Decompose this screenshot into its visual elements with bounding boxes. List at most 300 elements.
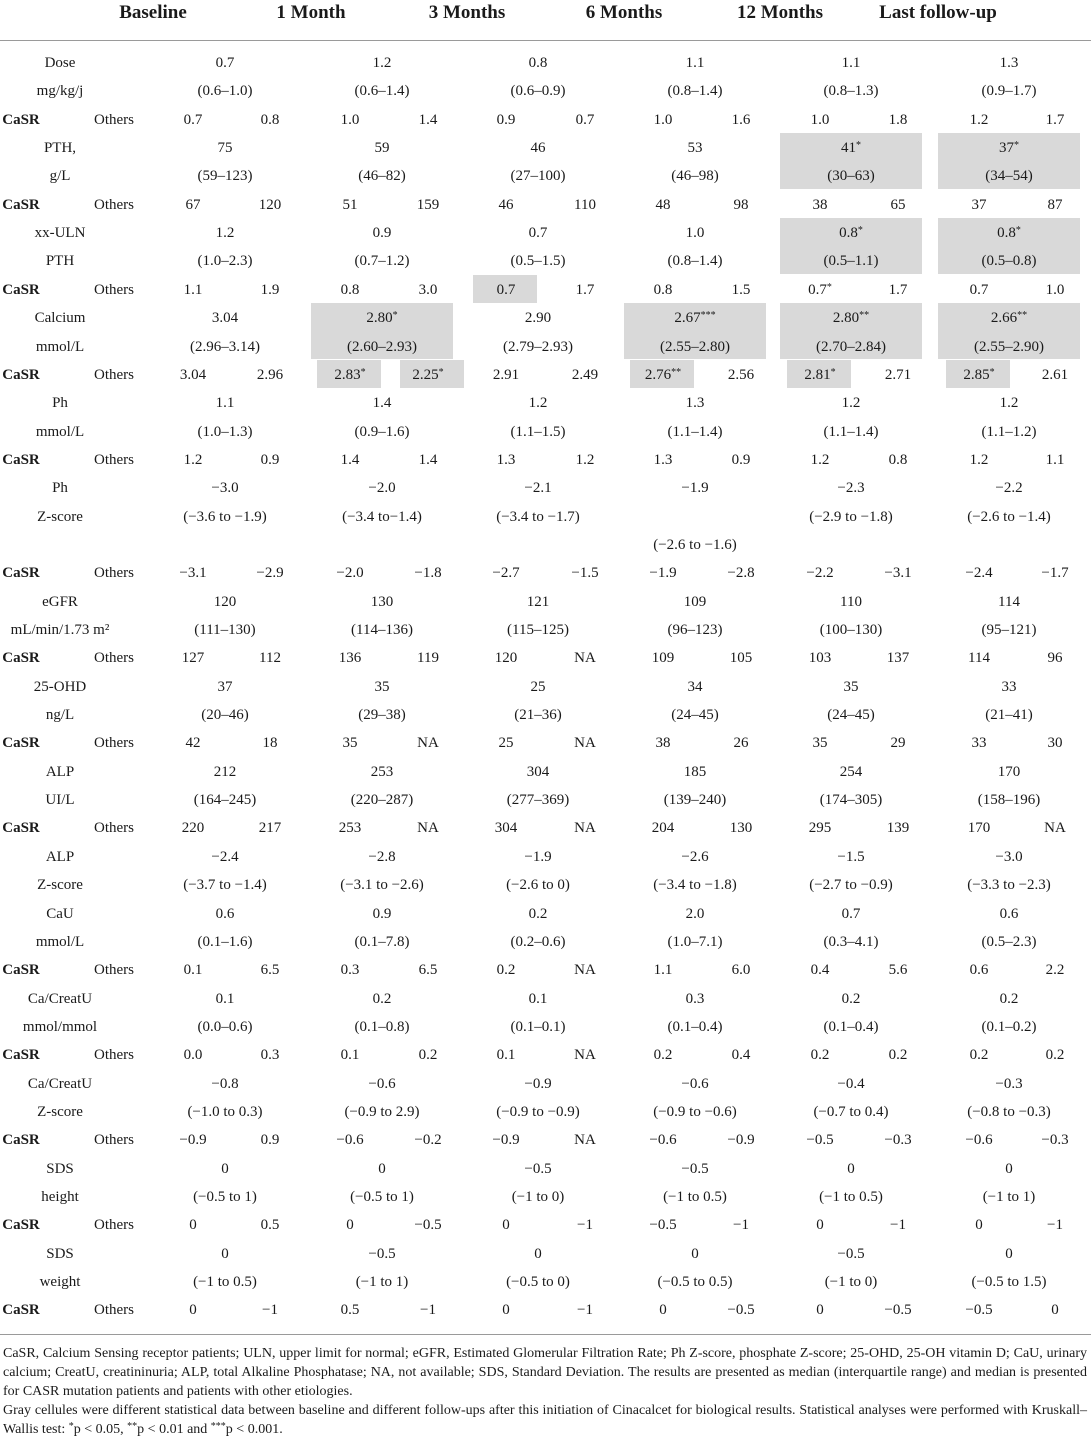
- cell-value-others: −1.7: [1041, 565, 1069, 582]
- cell-value: (24–45): [827, 707, 875, 724]
- cell-value-others: 0.2: [888, 1047, 908, 1064]
- cell-value: 2.67***: [674, 310, 716, 327]
- cell-value-casr: 1.3: [496, 451, 516, 468]
- cell-value-others: 5.6: [888, 962, 908, 979]
- cell-value: (1.0–1.3): [197, 423, 253, 440]
- cell-value: (95–121): [981, 622, 1037, 638]
- cell-value: 0: [221, 1245, 229, 1262]
- cell-value: 254: [839, 763, 863, 780]
- cell-value-casr: 0.2: [810, 1047, 830, 1064]
- group-label-casr: CaSR: [2, 962, 40, 979]
- cell-value-casr: 0: [502, 1217, 510, 1234]
- cell-value: 0: [1005, 1160, 1013, 1177]
- group-label-others: Others: [94, 281, 134, 298]
- cell-value-casr: 304: [494, 820, 518, 837]
- cell-value-others: 1.2: [575, 451, 595, 468]
- cell-value-casr: 1.0: [810, 111, 830, 128]
- cell-value-casr: 170: [967, 820, 991, 837]
- cell-value: (277–369): [506, 792, 570, 809]
- cell-value-others: 1.9: [260, 281, 280, 298]
- cell-value: (−0.5 to 1.5): [971, 1274, 1047, 1291]
- cell-value: −0.9: [524, 1075, 552, 1092]
- cell-value-casr: 38: [812, 196, 828, 213]
- cell-value-others: 0: [1051, 1302, 1059, 1319]
- cell-value: (−0.9 to 2.9): [344, 1103, 420, 1120]
- cell-value-casr: 0: [816, 1217, 824, 1234]
- cell-value: (−3.3 to −2.3): [967, 877, 1051, 894]
- cell-value-others: −1.8: [414, 565, 442, 582]
- cell-value-others: 105: [729, 650, 753, 667]
- cell-value-casr: 0.7: [183, 111, 203, 128]
- cell-value: 1.2: [841, 395, 861, 412]
- cell-value-others: −1: [1047, 1217, 1063, 1234]
- cell-value: 34: [687, 678, 703, 695]
- cell-value: 1.1: [841, 55, 861, 71]
- cell-value: 120: [213, 593, 237, 610]
- cell-value-casr: 1.3: [653, 451, 673, 468]
- cell-value: 0.8: [528, 55, 548, 71]
- cell-value-others: −1: [577, 1217, 593, 1234]
- cell-value-casr: 35: [342, 735, 358, 752]
- cell-value-others: 2.49: [571, 366, 599, 383]
- cell-value-others: 0.2: [418, 1047, 438, 1064]
- row-label: mmol/L: [35, 933, 85, 950]
- cell-value-others: 2.71: [884, 366, 912, 383]
- cell-value-others: −1: [262, 1302, 278, 1319]
- cell-value-others: 0.5: [260, 1217, 280, 1234]
- cell-value: −3.0: [211, 480, 239, 497]
- cell-value: (−1 to 0.5): [663, 1189, 727, 1205]
- cell-value-others: −2.8: [727, 565, 755, 582]
- cell-value-casr: 2.83*: [334, 366, 366, 383]
- cell-value: (−2.9 to −1.8): [809, 508, 893, 525]
- cell-value-casr: 295: [808, 820, 832, 837]
- group-label-others: Others: [94, 962, 134, 979]
- cell-value: (2.70–2.84): [816, 338, 886, 355]
- cell-value-others: 2.56: [727, 366, 755, 383]
- cell-value: (2.60–2.93): [347, 338, 417, 355]
- cell-value: 2.80*: [366, 310, 398, 327]
- cell-value-casr: 0.7: [496, 281, 516, 298]
- cell-value-others: 96: [1047, 650, 1063, 667]
- cell-value: 0.7: [215, 55, 235, 71]
- cell-value-casr: 0.7: [969, 281, 989, 298]
- cell-value: −2.6: [681, 848, 709, 865]
- cell-value-others: 130: [729, 820, 753, 837]
- cell-value-others: NA: [574, 1132, 596, 1149]
- cell-value: 1.0: [685, 225, 705, 242]
- group-label-others: Others: [94, 451, 134, 468]
- cell-value: 110: [840, 593, 862, 610]
- cell-value-others: 1.4: [418, 111, 438, 128]
- cell-value-others: −0.5: [884, 1302, 912, 1319]
- cell-value-others: 30: [1047, 735, 1063, 752]
- cell-value: 2.90: [524, 310, 552, 327]
- cell-value: 46: [530, 140, 546, 157]
- footnote-abbreviations: CaSR, Calcium Sensing receptor patients; ULN, upper limit for normal; eGFR, Estimated Glomerular Filtration Rate; Ph Z-score, phosphate Z-score; 25-OHD, 25-OH vitamin D; CaU, urinary calcium; CreatU, creatininuria; ALP, total Alkaline Phosphatase; NA, not available; SDS, Standard Deviation. The results are presented as median (interquartile range) and median is presented for CASR mutation patients and patients with other etiologies.: [3, 1346, 1087, 1399]
- cell-value-others: 6.5: [418, 962, 438, 979]
- cell-value: 33: [1001, 678, 1017, 695]
- cell-value: −2.0: [368, 480, 396, 497]
- cell-value-casr: 0.2: [653, 1047, 673, 1064]
- row-label: mmol/L: [35, 338, 85, 355]
- cell-value-others: 2.96: [256, 366, 284, 383]
- cell-value: (0.8–1.3): [823, 83, 879, 100]
- cell-value: (27–100): [510, 168, 566, 185]
- cell-value-others: NA: [417, 735, 439, 752]
- cell-value-others: 112: [259, 650, 281, 667]
- group-label-casr: CaSR: [2, 820, 40, 837]
- cell-value: −1.9: [524, 848, 552, 865]
- cell-value: 1.3: [999, 55, 1019, 71]
- cell-value: 37*: [999, 140, 1019, 157]
- cell-value: −2.8: [368, 848, 396, 865]
- footnote-statistics: Gray cellules were different statistical data between baseline and different follow-ups after this initiation of Cinacalcet for biological results. Statistical analyses were performed with Kruskall–Wallis test: *p < 0.05, **p < 0.01 and ***p < 0.001.: [3, 1403, 1087, 1437]
- cell-value-others: 1.7: [888, 281, 908, 298]
- column-header: 1 Month: [276, 2, 346, 23]
- cell-value: (46–82): [358, 168, 406, 185]
- header-rule: [0, 40, 1091, 41]
- group-label-others: Others: [94, 111, 134, 128]
- group-label-casr: CaSR: [2, 451, 40, 468]
- cell-value: (0.9–1.7): [981, 83, 1037, 100]
- row-label: Calcium: [34, 310, 86, 327]
- cell-value: (0.5–1.5): [510, 253, 566, 270]
- group-label-casr: CaSR: [2, 281, 40, 298]
- cell-value-casr: 51: [342, 196, 358, 213]
- cell-value-others: 0.9: [260, 1132, 280, 1149]
- row-label: 25-OHD: [33, 678, 87, 695]
- cell-value: −2.2: [995, 480, 1023, 497]
- cell-value: (−1 to 0.5): [819, 1189, 883, 1205]
- cell-value-casr: 120: [494, 650, 518, 667]
- cell-value-others: 2.2: [1045, 962, 1065, 979]
- cell-value-others: 29: [890, 735, 906, 752]
- row-label: Ph: [52, 395, 68, 412]
- cell-value-casr: 220: [181, 820, 205, 837]
- row-label: CaU: [46, 905, 74, 922]
- cell-value: −2.1: [524, 480, 552, 497]
- cell-value: (0.8–1.4): [667, 253, 723, 270]
- cell-value-casr: 0.9: [496, 111, 516, 128]
- cell-value-others: NA: [574, 820, 596, 837]
- cell-value: 0.8*: [997, 225, 1021, 242]
- cell-value: 121: [526, 593, 550, 610]
- cell-value-casr: 0: [975, 1217, 983, 1234]
- cell-value-casr: 0.4: [810, 962, 830, 979]
- cell-value-others: 120: [258, 196, 282, 213]
- cell-value: 35: [843, 678, 859, 695]
- cell-value: (2.55–2.90): [974, 338, 1044, 355]
- cell-value-casr: 48: [655, 196, 671, 213]
- cell-value: (−0.7 to 0.4): [813, 1103, 889, 1120]
- cell-value: (0.1–0.8): [354, 1018, 410, 1035]
- row-label: mmol/mmol: [22, 1018, 98, 1035]
- cell-value: (0.1–0.2): [981, 1018, 1037, 1035]
- cell-value-others: −1: [733, 1217, 749, 1234]
- cell-value: 59: [374, 140, 390, 157]
- cell-value: (−0.5 to 0): [506, 1274, 570, 1291]
- cell-value: 1.2: [372, 55, 392, 71]
- cell-value-others: −3.1: [884, 565, 912, 582]
- cell-value-casr: −3.1: [179, 565, 207, 582]
- group-label-casr: CaSR: [2, 196, 40, 213]
- row-label: SDS: [46, 1160, 74, 1177]
- cell-value: (29–38): [358, 707, 406, 724]
- cell-value-casr: −2.4: [965, 565, 993, 582]
- cell-value: (0.1–0.4): [823, 1018, 879, 1035]
- cell-value-others: −0.5: [727, 1302, 755, 1319]
- cell-value-others: −0.9: [727, 1132, 755, 1149]
- cell-value-casr: 0.7*: [808, 281, 832, 298]
- cell-value-casr: 2.76**: [644, 366, 682, 383]
- cell-value: −1.9: [681, 480, 709, 497]
- cell-value: −2.3: [837, 480, 865, 497]
- cell-value: (0.8–1.4): [667, 83, 723, 100]
- cell-value-casr: 2.81*: [804, 366, 836, 383]
- row-label: UI/L: [45, 792, 75, 809]
- cell-value: (164–245): [193, 792, 257, 809]
- cell-value: −0.6: [681, 1075, 709, 1092]
- row-label: Ca/CreatU: [27, 1075, 93, 1092]
- cell-value-casr: 46: [498, 196, 514, 213]
- cell-value-casr: 2.91: [492, 366, 520, 383]
- cell-value-others: −1: [890, 1217, 906, 1234]
- cell-value: 1.1: [215, 395, 235, 412]
- cell-value-others: NA: [574, 1047, 596, 1064]
- cell-value: (0.5–1.1): [823, 253, 879, 270]
- cell-value-casr: −2.2: [806, 565, 834, 582]
- table-footnotes: [3, 1344, 1087, 1439]
- cell-value: 0: [1005, 1245, 1013, 1262]
- cell-value: 304: [526, 763, 550, 780]
- row-label: g/L: [49, 168, 71, 185]
- cell-value-casr: 109: [651, 650, 675, 667]
- cell-value-casr: −0.5: [965, 1302, 993, 1319]
- cell-value: −2.4: [211, 848, 239, 865]
- cell-value: 0: [847, 1160, 855, 1177]
- cell-value: (−1 to 1): [355, 1274, 409, 1291]
- cell-value-casr: 0.1: [183, 962, 203, 979]
- cell-value: (0.1–1.6): [197, 933, 253, 950]
- cell-value: (−3.7 to −1.4): [183, 877, 267, 894]
- cell-value: (0.0–0.6): [197, 1018, 253, 1035]
- cell-value-others: −1: [577, 1302, 593, 1319]
- cell-value: (−1 to 0.5): [193, 1274, 257, 1291]
- cell-value-casr: 1.0: [653, 111, 673, 128]
- cell-value: 2.66**: [990, 310, 1028, 327]
- cell-value: (−2.6 to −1.4): [967, 508, 1051, 525]
- cell-value: (0.1–7.8): [354, 933, 410, 950]
- cell-value-casr: 103: [808, 650, 832, 667]
- cell-value: (0.3–4.1): [823, 933, 879, 950]
- cell-value-casr: 67: [185, 196, 201, 213]
- row-label: mL/min/1.73 m²: [10, 622, 110, 638]
- cell-value-casr: 0.1: [340, 1047, 360, 1064]
- cell-value: (1.0–7.1): [667, 933, 723, 950]
- cell-value-casr: 0: [189, 1217, 197, 1234]
- cell-value-others: 2.61: [1041, 366, 1069, 383]
- cell-value-others: NA: [574, 650, 596, 667]
- cell-value: 0.2: [372, 990, 392, 1007]
- cell-value: (−0.8 to −0.3): [967, 1103, 1051, 1120]
- cell-value-others: 0.4: [731, 1047, 751, 1064]
- cell-value: (114–136): [351, 622, 413, 638]
- group-label-others: Others: [94, 366, 134, 383]
- cell-value-casr: 0: [346, 1217, 354, 1234]
- cell-value: −3.0: [995, 848, 1023, 865]
- group-label-others: Others: [94, 1217, 134, 1234]
- cell-value-others: 119: [417, 650, 439, 667]
- cell-value-others: 6.0: [731, 962, 751, 979]
- cell-value: 0.9: [372, 905, 392, 922]
- cell-value: (0.6–1.0): [197, 83, 253, 100]
- cell-value: (−1 to 0): [824, 1274, 878, 1291]
- cell-value-casr: 0: [189, 1302, 197, 1319]
- cell-value: (−3.4 to−1.4): [342, 508, 422, 525]
- cell-value: 0.1: [528, 990, 548, 1007]
- cell-value: 0.6: [215, 905, 235, 922]
- cell-value-others: 87: [1047, 196, 1063, 213]
- cell-value-others: 0.3: [260, 1047, 280, 1064]
- cell-value: (−1.0 to 0.3): [187, 1103, 263, 1120]
- cell-value: −0.5: [681, 1160, 709, 1177]
- cell-value: (21–36): [514, 707, 562, 724]
- group-label-others: Others: [94, 735, 134, 752]
- cell-value: 1.3: [685, 395, 705, 412]
- cell-value: (139–240): [663, 792, 727, 809]
- cell-value: 1.1: [685, 55, 705, 71]
- cell-value: 130: [370, 593, 394, 610]
- cell-value: 0.1: [215, 990, 235, 1007]
- cell-value: (−1 to 1): [982, 1189, 1036, 1205]
- cell-value-casr: 136: [338, 650, 362, 667]
- cell-value: −0.5: [524, 1160, 552, 1177]
- cell-value-others: 1.0: [1045, 281, 1065, 298]
- cell-value-casr: 0: [659, 1302, 667, 1319]
- cell-value: 109: [683, 593, 707, 610]
- cell-value: 0.7: [528, 225, 548, 242]
- cell-value: 0.8*: [839, 225, 863, 242]
- cell-value: (158–196): [977, 792, 1041, 809]
- cell-value-others: 2.25*: [412, 366, 444, 383]
- cell-value: (−1 to 0): [511, 1189, 565, 1205]
- cell-value: (−3.4 to −1.7): [496, 508, 580, 525]
- group-label-casr: CaSR: [2, 366, 40, 383]
- cell-value: 2.80**: [832, 310, 870, 327]
- row-label: Z-score: [37, 877, 83, 894]
- cell-value: (111–130): [194, 622, 256, 638]
- cell-value-casr: 0.2: [969, 1047, 989, 1064]
- cell-value-casr: 42: [185, 735, 201, 752]
- cell-value-others: 217: [258, 820, 282, 837]
- cell-value: 212: [213, 763, 237, 780]
- cell-value: (−2.6 to 0): [506, 877, 570, 894]
- cell-value-others: −0.2: [414, 1132, 442, 1149]
- cell-value-others: 18: [262, 735, 278, 752]
- cell-value: (220–287): [350, 792, 414, 809]
- row-label: Ph: [52, 480, 68, 497]
- cell-value: (0.6–1.4): [354, 83, 410, 100]
- cell-value-casr: 0.8: [653, 281, 673, 298]
- cell-value-casr: 1.4: [340, 451, 360, 468]
- cell-value-others: 0.8: [260, 111, 280, 128]
- cell-value: (−3.6 to −1.9): [183, 508, 267, 525]
- cell-value: 0.6: [999, 905, 1019, 922]
- cell-value-casr: 253: [338, 820, 362, 837]
- column-header: 3 Months: [428, 2, 506, 23]
- cell-value-others: 65: [890, 196, 906, 213]
- cell-value-others: 98: [733, 196, 749, 213]
- cell-value: (−3.1 to −2.6): [340, 877, 424, 894]
- cell-value: −0.5: [837, 1245, 865, 1262]
- cell-value: (−0.5 to 0.5): [657, 1274, 733, 1291]
- cell-value-others: −1.5: [571, 565, 599, 582]
- row-label: height: [41, 1189, 79, 1205]
- group-label-casr: CaSR: [2, 1302, 40, 1319]
- cell-value-casr: 33: [971, 735, 987, 752]
- cell-value: (34–54): [985, 168, 1033, 185]
- cell-value: −0.6: [368, 1075, 396, 1092]
- cell-value: (2.55–2.80): [660, 338, 730, 355]
- cell-value: (24–45): [671, 707, 719, 724]
- cell-value-others: 159: [416, 196, 440, 213]
- cell-value: (1.1–1.2): [981, 423, 1037, 440]
- cell-value-casr: 35: [812, 735, 828, 752]
- row-label: Dose: [44, 55, 76, 71]
- cell-value-casr: 204: [651, 820, 675, 837]
- row-label: ALP: [45, 763, 75, 780]
- cell-value: 0: [691, 1245, 699, 1262]
- row-label: ALP: [45, 848, 75, 865]
- cell-value-casr: 25: [498, 735, 514, 752]
- cell-value-casr: 1.2: [969, 111, 989, 128]
- cell-value-others: −1: [420, 1302, 436, 1319]
- row-label: eGFR: [42, 593, 78, 610]
- cell-value: 0.2: [528, 905, 548, 922]
- cell-value: 185: [683, 763, 707, 780]
- cell-value: (0.5–0.8): [981, 253, 1037, 270]
- cell-value-casr: 1.1: [183, 281, 203, 298]
- cell-value-others: −0.5: [414, 1217, 442, 1234]
- cell-value: (1.1–1.4): [667, 423, 723, 440]
- cell-value: (100–130): [819, 622, 883, 638]
- cell-value: (0.2–0.6): [510, 933, 566, 950]
- row-label: mg/kg/j: [36, 83, 84, 100]
- cell-value: 2.0: [685, 905, 705, 922]
- cell-value-others: −2.9: [256, 565, 284, 582]
- cell-value: 170: [997, 763, 1021, 780]
- cell-value: (21–41): [985, 707, 1033, 724]
- column-header: 6 Months: [585, 2, 663, 23]
- cell-value: (1.0–2.3): [197, 253, 253, 270]
- cell-value: (0.6–0.9): [510, 83, 566, 100]
- cell-value-casr: 38: [655, 735, 671, 752]
- cell-value: (46–98): [671, 168, 719, 185]
- cell-value-casr: −0.6: [649, 1132, 677, 1149]
- cell-value: (115–125): [507, 622, 569, 638]
- cell-value-casr: 1.2: [969, 451, 989, 468]
- cell-value: (0.9–1.6): [354, 423, 410, 440]
- cell-value-casr: 0: [502, 1302, 510, 1319]
- cell-value: −0.5: [368, 1245, 396, 1262]
- cell-value-casr: −0.5: [649, 1217, 677, 1234]
- group-label-others: Others: [94, 1302, 134, 1319]
- cell-value-others: 1.7: [1045, 111, 1065, 128]
- cell-value: 1.2: [528, 395, 548, 412]
- cell-value-casr: −0.6: [336, 1132, 364, 1149]
- cell-value-others: −0.3: [884, 1132, 912, 1149]
